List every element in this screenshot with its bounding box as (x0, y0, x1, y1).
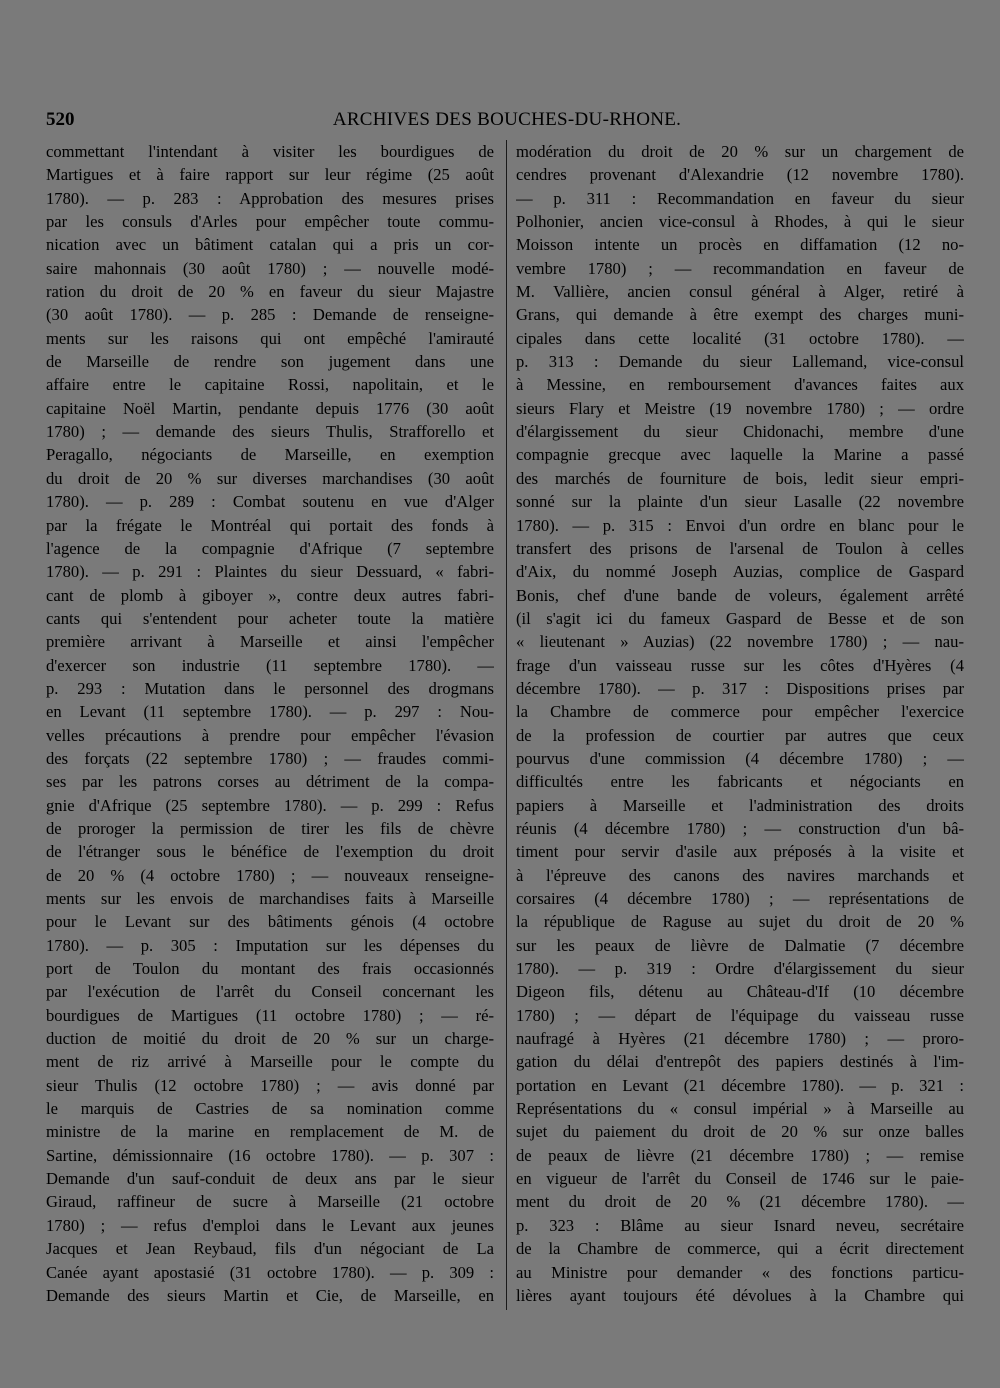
text-line: bourdigues de Martigues (11 octobre 1780) ; — ré- (46, 1005, 494, 1025)
text-line: portation en Levant (21 décembre 1780). — p. 321 : (516, 1075, 964, 1095)
text-line: à Messine, en remboursement d'avances faites aux (516, 375, 964, 395)
text-line: gnie d'Afrique (25 septembre 1780). — p. 299 : Refus (46, 795, 494, 815)
text-line: sur les peaux de lièvre de Dalmatie (7 décembre (516, 935, 964, 955)
text-line: papiers à Marseille et l'administration des droits (516, 795, 964, 815)
text-line: 1780). — p. 319 : Ordre d'élargissement du sieur (516, 959, 964, 979)
text-line: au Ministre pour demander « des fonctions particu- (516, 1262, 964, 1282)
text-line: la Chambre de commerce pour empêcher l'exercice (516, 702, 964, 722)
text-line: sujet du paiement du droit de 20 % sur onze balles (516, 1122, 964, 1142)
text-line: 1780). — p. 283 : Approbation des mesures prises (46, 188, 494, 208)
text-line: naufragé à Hyères (21 décembre 1780) ; — proro- (516, 1029, 964, 1049)
text-line: Canée ayant apostasié (31 octobre 1780). — p. 309 : (46, 1262, 494, 1282)
text-line: Demande des sieurs Martin et Cie, de Marseille, en (46, 1285, 494, 1305)
text-line: ministre de la marine en remplacement de M. de (46, 1122, 494, 1142)
page-header (46, 106, 968, 134)
text-line: sieur Thulis (12 octobre 1780) ; — avis donné par (46, 1075, 494, 1095)
text-line: nication avec un bâtiment catalan qui a pris un cor- (46, 235, 494, 255)
text-line: à l'épreuve des canons des navires marchands et (516, 865, 964, 885)
text-line: de proroger la permission de tirer les fils de chèvre (46, 818, 494, 838)
text-line: 1780). — p. 289 : Combat soutenu en vue d'Alger (46, 492, 494, 512)
page-number: 520 (46, 109, 75, 130)
text-line: Représentations du « consul impérial » à Marseille au (516, 1099, 964, 1119)
text-line: Bonis, chef d'une bande de voleurs, également arrêté (516, 585, 964, 605)
text-line: vembre 1780) ; — recommandation en faveur de (516, 258, 964, 278)
text-line: ments sur les envois de marchandises faits à Marseille (46, 889, 494, 908)
text-line: ses par les patrons corses au détriment de la compa- (46, 772, 494, 792)
text-line: velles précautions à prendre pour empêcher l'évasion (46, 725, 494, 745)
text-line: d'élargissement du sieur Chidonachi, membre d'une (516, 422, 964, 442)
text-line: sieurs Flary et Meistre (19 novembre 1780) ; — ordre (516, 398, 964, 418)
text-line: difficultés entre les fabricants et négociants en (516, 772, 964, 792)
text-line: en Levant (11 septembre 1780). — p. 297 : Nou- (46, 702, 494, 722)
text-line: (il s'agit ici du fameux Gaspard de Besse et de son (516, 608, 964, 628)
text-line: pour le Levant sur des bâtiments génois (4 octobre (46, 912, 494, 932)
text-line: de 20 % (4 octobre 1780) ; — nouveaux renseigne- (46, 865, 494, 885)
text-line: par l'exécution de l'arrêt du Conseil concernant les (46, 982, 494, 1002)
text-line: saire mahonnais (30 août 1780) ; — nouvelle modé- (46, 258, 494, 278)
text-line: capitaine Noël Martin, pendante depuis 1776 (30 août (46, 398, 494, 418)
text-line: ment du droit de 20 % (21 décembre 1780). — (516, 1192, 964, 1212)
text-line: timent pour servir d'asile aux préposés à la visite et (516, 842, 964, 862)
text-line: des forçats (22 septembre 1780) ; — fraudes commi- (46, 748, 494, 768)
text-line: en vigueur de l'arrêt du Conseil de 1746 sur le paie- (516, 1169, 964, 1189)
text-line: d'exercer son industrie (11 septembre 1780). — (46, 655, 494, 675)
text-line: modération du droit de 20 % sur un chargement de (516, 142, 964, 161)
text-line: la république de Raguse au sujet du droit de 20 % (516, 912, 964, 932)
text-line: 1780). — p. 305 : Imputation sur les dépenses du (46, 935, 494, 955)
text-line: Martigues et à faire rapport sur leur régime (25 août (46, 165, 494, 185)
text-line: première arrivant à Marseille et ainsi l'empêcher (46, 632, 494, 652)
text-line: par la frégate le Montréal qui portait des fonds à (46, 515, 494, 535)
text-column-right (516, 140, 964, 1307)
text-line: du droit de 20 % sur diverses marchandises (30 août (46, 468, 494, 488)
text-line: commettant l'intendant à visiter les bourdigues de (46, 142, 494, 161)
text-line: transfert des prisons de l'arsenal de Toulon à celles (516, 538, 964, 558)
text-line: cipales dans cette localité (31 octobre 1780). — (516, 328, 964, 348)
text-column-left (46, 140, 494, 1307)
text-line: de l'étranger sous le bénéfice de l'exemption du droit (46, 842, 494, 862)
text-line: 1780) ; — refus d'emploi dans le Levant aux jeunes (46, 1215, 494, 1235)
text-line: affaire entre le capitaine Rossi, napolitain, et le (46, 375, 494, 395)
text-line: Sartine, démissionnaire (16 octobre 1780). — p. 307 : (46, 1145, 494, 1165)
text-line: Moisson intente un procès en diffamation (12 no- (516, 235, 964, 255)
text-line: Giraud, raffineur de sucre à Marseille (21 octobre (46, 1192, 494, 1212)
text-line: sonné sur la plainte d'un sieur Lasalle (22 novembre (516, 492, 964, 512)
text-line: port de Toulon du montant des frais occasionnés (46, 959, 494, 979)
text-line: Peragallo, négociants de Marseille, en exemption (46, 445, 494, 465)
text-line: gation du délai d'entrepôt des papiers destinés à l'im- (516, 1052, 964, 1072)
text-line: lières ayant toujours été dévolues à la Chambre qui (516, 1285, 964, 1305)
text-line: de Marseille de rendre son jugement dans une (46, 352, 494, 372)
text-line: p. 313 : Demande du sieur Lallemand, vice-consul (516, 352, 964, 372)
text-line: des marchés de fourniture de bois, ledit sieur empri- (516, 468, 964, 488)
text-line: cendres provenant d'Alexandrie (12 novembre 1780). (516, 165, 964, 185)
text-line: par les consuls d'Arles pour empêcher toute commu- (46, 212, 494, 232)
text-line: ments sur les raisons qui ont empêché l'amirauté (46, 328, 494, 348)
text-line: — p. 311 : Recommandation en faveur du sieur (516, 188, 964, 208)
text-line: Digeon fils, détenu au Château-d'If (10 décembre (516, 982, 964, 1002)
text-line: p. 323 : Blâme au sieur Isnard neveu, secrétaire (516, 1215, 964, 1235)
text-line: duction de moitié du droit de 20 % sur un charge- (46, 1029, 494, 1049)
column-divider (506, 140, 507, 1310)
text-line: compagnie grecque avec laquelle la Marine a passé (516, 445, 964, 465)
text-line: cant de plomb à giboyer », contre deux autres fabri- (46, 585, 494, 605)
text-line: ment de riz arrivé à Marseille pour le compte du (46, 1052, 494, 1072)
text-line: ration du droit de 20 % en faveur du sieur Majastre (46, 282, 494, 302)
text-line: M. Vallière, ancien consul général à Alger, retiré à (516, 282, 964, 302)
text-line: 1780) ; — départ de l'équipage du vaisseau russe (516, 1005, 964, 1025)
text-line: cants qui s'entendent pour acheter toute la matière (46, 608, 494, 628)
text-line: le marquis de Castries de sa nomination comme (46, 1099, 494, 1119)
text-line: Jacques et Jean Reybaud, fils d'un négociant de La (46, 1239, 494, 1259)
text-line: 1780). — p. 291 : Plaintes du sieur Dessuard, « fabri- (46, 562, 494, 582)
text-line: (30 août 1780). — p. 285 : Demande de renseigne- (46, 305, 494, 325)
text-line: frage d'un vaisseau russe sur les côtes d'Hyères (4 (516, 655, 964, 675)
text-line: Demande d'un sauf-conduit de deux ans par le sieur (46, 1169, 494, 1189)
text-line: 1780) ; — demande des sieurs Thulis, Strafforello et (46, 422, 494, 442)
text-line: décembre 1780). — p. 317 : Dispositions prises par (516, 678, 964, 698)
text-line: corsaires (4 décembre 1780) ; — représentations de (516, 889, 964, 908)
text-line: Grans, qui demande à être exempt des charges muni- (516, 305, 964, 325)
text-line: « lieutenant » Auzias) (22 novembre 1780) ; — nau- (516, 632, 964, 652)
text-line: de la profession de courtier par autres que ceux (516, 725, 964, 745)
text-line: l'agence de la compagnie d'Afrique (7 septembre (46, 538, 494, 558)
text-line: de la Chambre de commerce, qui a écrit directement (516, 1239, 964, 1259)
text-line: de peaux de lièvre (21 décembre 1780) ; — remise (516, 1145, 964, 1165)
text-line: 1780). — p. 315 : Envoi d'un ordre en blanc pour le (516, 515, 964, 535)
text-line: réunis (4 décembre 1780) ; — construction d'un bâ- (516, 818, 964, 838)
text-line: p. 293 : Mutation dans le personnel des drogmans (46, 678, 494, 698)
text-line: d'Aix, du nommé Joseph Auzias, complice de Gaspard (516, 562, 964, 582)
running-title: ARCHIVES DES BOUCHES-DU-RHONE. (332, 109, 682, 130)
text-line: pourvus d'une commission (4 décembre 1780) ; — (516, 748, 964, 768)
text-line: Polhonier, ancien vice-consul à Rhodes, à qui le sieur (516, 212, 964, 232)
